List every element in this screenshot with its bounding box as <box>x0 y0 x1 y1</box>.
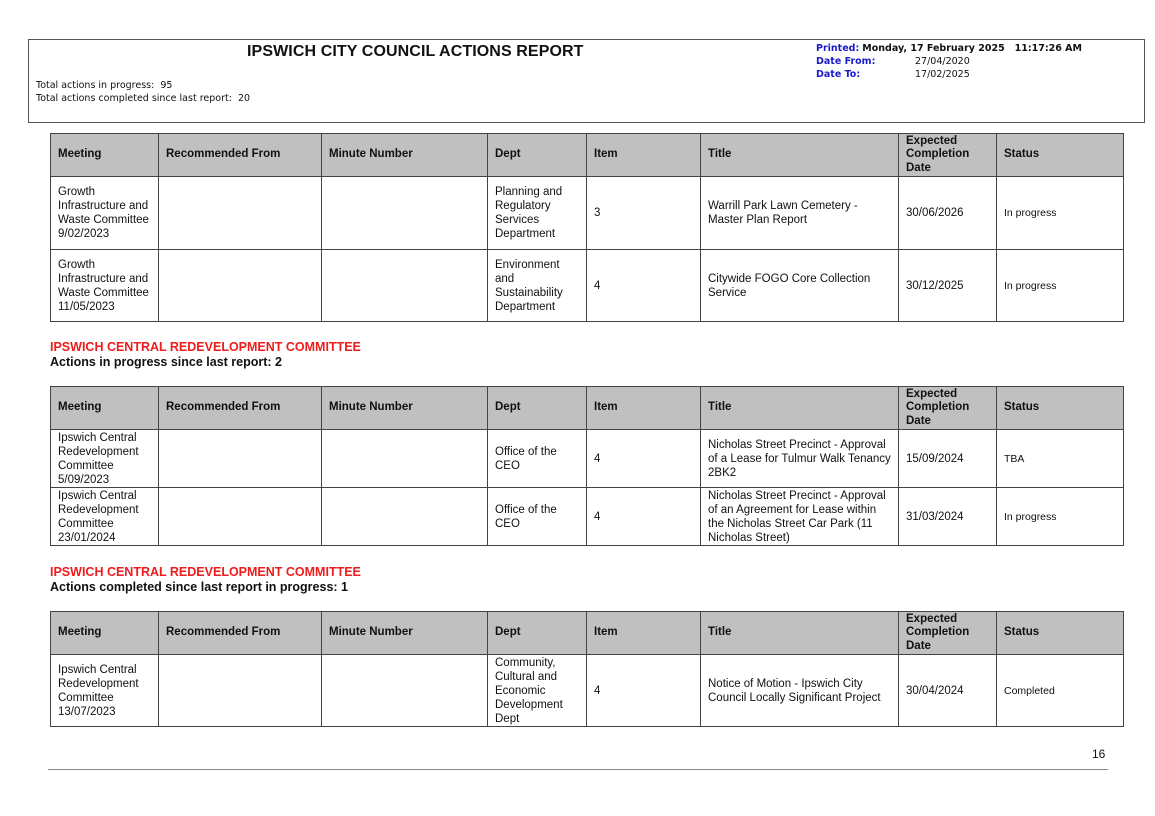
col-header-minute-number: Minute Number <box>322 612 488 655</box>
section-heading <box>50 565 361 595</box>
date-from-value: 27/04/2020 <box>915 56 970 67</box>
col-header-recommended-from: Recommended From <box>159 387 322 430</box>
actions-table <box>50 133 1124 322</box>
actions-table <box>50 386 1124 546</box>
col-header-expected-completion: Expected Completion Date <box>899 387 997 430</box>
committee-name: IPSWICH CENTRAL REDEVELOPMENT COMMITTEE <box>50 340 361 354</box>
cell-status: In progress <box>997 488 1124 546</box>
cell-recommended-from <box>159 250 322 322</box>
col-header-dept: Dept <box>488 134 587 177</box>
section-heading <box>50 340 361 370</box>
col-header-meeting: Meeting <box>51 387 159 430</box>
printed-label: Printed: <box>816 43 860 54</box>
cell-meeting: Ipswich Central Redevelopment Committee 23/01/2024 <box>51 488 159 546</box>
cell-minute-number <box>322 488 488 546</box>
cell-expected-completion: 30/12/2025 <box>899 250 997 322</box>
table-row <box>51 177 1124 250</box>
cell-title: Notice of Motion - Ipswich City Council Locally Significant Project <box>701 655 899 727</box>
cell-item: 4 <box>587 250 701 322</box>
col-header-meeting: Meeting <box>51 612 159 655</box>
cell-item: 4 <box>587 488 701 546</box>
cell-recommended-from <box>159 177 322 250</box>
report-header <box>28 39 1145 123</box>
cell-dept: Office of the CEO <box>488 488 587 546</box>
table-row <box>51 430 1124 488</box>
cell-meeting: Ipswich Central Redevelopment Committee 5/09/2023 <box>51 430 159 488</box>
cell-minute-number <box>322 655 488 727</box>
cell-status: Completed <box>997 655 1124 727</box>
date-from-label: Date From: <box>816 56 876 67</box>
section-subheading: Actions completed since last report in progress: 1 <box>50 580 348 594</box>
report-totals <box>36 79 250 105</box>
cell-dept: Community, Cultural and Economic Development Dept <box>488 655 587 727</box>
section-subheading: Actions in progress since last report: 2 <box>50 355 283 369</box>
col-header-dept: Dept <box>488 387 587 430</box>
cell-status: In progress <box>997 177 1124 250</box>
col-header-minute-number: Minute Number <box>322 387 488 430</box>
total-in-progress: Total actions in progress: 95 <box>36 80 173 91</box>
cell-item: 4 <box>587 430 701 488</box>
col-header-recommended-from: Recommended From <box>159 612 322 655</box>
date-to-label: Date To: <box>816 69 861 80</box>
total-completed: Total actions completed since last report: 20 <box>36 93 251 104</box>
col-header-status: Status <box>997 387 1124 430</box>
cell-title: Citywide FOGO Core Collection Service <box>701 250 899 322</box>
col-header-title: Title <box>701 387 899 430</box>
col-header-title: Title <box>701 612 899 655</box>
cell-minute-number <box>322 177 488 250</box>
table-row <box>51 250 1124 322</box>
col-header-status: Status <box>997 612 1124 655</box>
date-to-line <box>816 68 1082 81</box>
cell-title: Warrill Park Lawn Cemetery - Master Plan Report <box>701 177 899 250</box>
cell-expected-completion: 15/09/2024 <box>899 430 997 488</box>
printed-line <box>816 42 1082 55</box>
cell-recommended-from <box>159 488 322 546</box>
col-header-minute-number: Minute Number <box>322 134 488 177</box>
col-header-expected-completion: Expected Completion Date <box>899 612 997 655</box>
actions-table <box>50 611 1124 727</box>
cell-item: 4 <box>587 655 701 727</box>
report-meta <box>816 42 1082 81</box>
table-header-row <box>51 612 1124 655</box>
cell-recommended-from <box>159 655 322 727</box>
col-header-expected-completion: Expected Completion Date <box>899 134 997 177</box>
date-from-line <box>816 55 1082 68</box>
table-row <box>51 488 1124 546</box>
cell-meeting: Growth Infrastructure and Waste Committee 9/02/2023 <box>51 177 159 250</box>
col-header-title: Title <box>701 134 899 177</box>
report-title: IPSWICH CITY COUNCIL ACTIONS REPORT <box>247 43 584 60</box>
committee-name: IPSWICH CENTRAL REDEVELOPMENT COMMITTEE <box>50 565 361 579</box>
cell-title: Nicholas Street Precinct - Approval of a Lease for Tulmur Walk Tenancy 2BK2 <box>701 430 899 488</box>
cell-status: TBA <box>997 430 1124 488</box>
cell-item: 3 <box>587 177 701 250</box>
table-header-row <box>51 387 1124 430</box>
col-header-status: Status <box>997 134 1124 177</box>
cell-title: Nicholas Street Precinct - Approval of an Agreement for Lease within the Nicholas Street Car Park (11 Nicholas Street) <box>701 488 899 546</box>
cell-expected-completion: 31/03/2024 <box>899 488 997 546</box>
col-header-dept: Dept <box>488 612 587 655</box>
footer-divider <box>48 769 1108 770</box>
cell-dept: Planning and Regulatory Services Department <box>488 177 587 250</box>
cell-meeting: Growth Infrastructure and Waste Committee 11/05/2023 <box>51 250 159 322</box>
printed-value: Monday, 17 February 2025 11:17:26 AM <box>862 43 1082 54</box>
cell-expected-completion: 30/04/2024 <box>899 655 997 727</box>
col-header-item: Item <box>587 134 701 177</box>
col-header-item: Item <box>587 612 701 655</box>
cell-dept: Environment and Sustainability Department <box>488 250 587 322</box>
table-header-row <box>51 134 1124 177</box>
cell-expected-completion: 30/06/2026 <box>899 177 997 250</box>
table-row <box>51 655 1124 727</box>
page-number: 16 <box>1092 747 1106 761</box>
col-header-item: Item <box>587 387 701 430</box>
cell-dept: Office of the CEO <box>488 430 587 488</box>
cell-status: In progress <box>997 250 1124 322</box>
cell-meeting: Ipswich Central Redevelopment Committee 13/07/2023 <box>51 655 159 727</box>
cell-minute-number <box>322 430 488 488</box>
col-header-recommended-from: Recommended From <box>159 134 322 177</box>
cell-recommended-from <box>159 430 322 488</box>
col-header-meeting: Meeting <box>51 134 159 177</box>
date-to-value: 17/02/2025 <box>915 69 970 80</box>
cell-minute-number <box>322 250 488 322</box>
